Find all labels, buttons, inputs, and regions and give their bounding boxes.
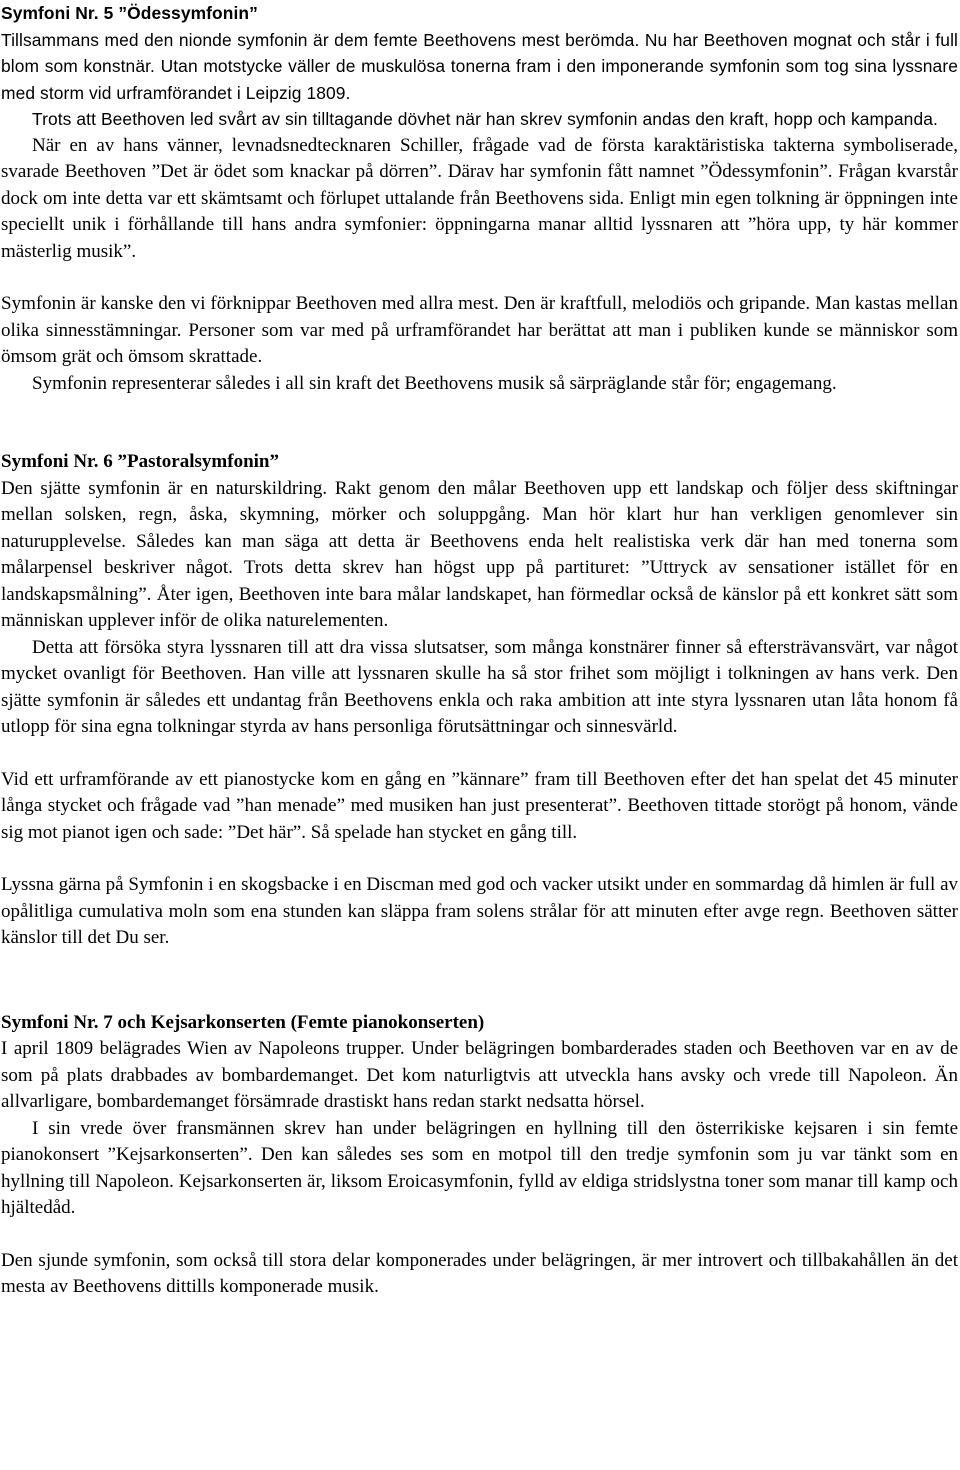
paragraph: Den sjunde symfonin, som också till stora delar komponerades under belägringen, är mer introvert och tillbakahållen än det mesta av Beethovens dittills komponerade musik.: [1, 1249, 958, 1297]
paragraph: Trots att Beethoven led svårt av sin tilltagande dövhet när han skrev symfonin andas den kraft, hopp och kampanda.: [32, 109, 938, 129]
section-title: Symfoni Nr. 5 ”Ödessymfonin”: [1, 3, 258, 23]
paragraph: Lyssna gärna på Symfonin i en skogsbacke i en Discman med god och vacker utsikt under en sommardag då himlen är full av opålitliga cumulativa moln som ena stunden kan släppa fram solens strålar för att minuten efter avge regn. Beethoven sätter känslor till det Du ser.: [1, 874, 958, 948]
section-title: Symfoni Nr. 7 och Kejsarkonserten (Femte pianokonserten): [1, 1011, 485, 1033]
paragraph: Symfonin är kanske den vi förknippar Beethoven med allra mest. Den är kraftfull, melodiös och gripande. Man kastas mellan olika sinnesstämningar. Personer som var med på urframförandet har berättat att man i publiken kunde se människor som ömsom grät och ömsom skrattade.: [1, 293, 958, 367]
paragraph: Tillsammans med den nionde symfonin är dem femte Beethovens mest berömda. Nu har Beethoven mognat och står i full blom som konstnär. Utan motstycke väller de muskulösa tonerna fram i den imponerande symfonin som tog sina lyssnare med storm vid urframförandet i Leipzig 1809.: [1, 29, 958, 103]
section-title: Symfoni Nr. 6 ”Pastoralsymfonin”: [1, 451, 279, 472]
paragraph: Den sjätte symfonin är en naturskildring. Rakt genom den målar Beethoven upp ett landskap och följer dess skiftningar mellan solsken, regn, åska, skymning, mörker och soluppgång. Man hör klart hur han verkligen genomlever sin naturupplevelse. Således kan man säga att detta är Beethovens enda helt realistiska verk där han med tonerna som målarpensel beskriver något. Trots detta skrev han högst upp på partituret: ”Uttryck av sensationer istället för en landskapsmålning”. Åter igen, Beethoven inte bara målar landskapet, han förmedlar också de känslor på ett konkret sätt som människan upplever inför de olika naturelementen.: [1, 477, 958, 631]
paragraph: Symfonin representerar således i all sin kraft det Beethovens musik så särpräglande står för; engagemang.: [32, 372, 837, 394]
paragraph: I sin vrede över fransmännen skrev han under belägringen en hyllning till den österrikiske kejsaren i sin femte pianokonsert ”Kejsarkonserten”. Den kan således ses som en motpol till den tredje symfonin som ju var tänkt som en hyllning till Napoleon. Kejsarkonserten är, liksom Eroicasymfonin, fylld av eldiga stridslystna toner som manar till kamp och hjältedåd.: [1, 1117, 958, 1218]
paragraph: När en av hans vänner, levnadsnedtecknaren Schiller, frågade vad de första karaktäristiska takterna symboliserade, svarade Beethoven ”Det är ödet som knackar på dörren”. Därav har symfonin fått namnet ”Ödessymfonin”. Frågan kvarstår dock om inte detta var ett skämtsamt och förlupet uttalande från Beethovens sida. Enligt min egen tolkning är öppningen inte speciellt unik i förhållande till hans andra symfonier: öppningarna manar alltid lyssnaren att ”höra upp, ty här kommer mästerlig musik”.: [1, 134, 958, 262]
section-symphony-7: [1, 1010, 958, 1301]
section-symphony-6: [1, 449, 958, 952]
paragraph: I april 1809 belägrades Wien av Napoleons trupper. Under belägringen bombarderades staden och Beethoven var en av de som på plats drabbades av bombardemanget. Det kom naturligtvis att utveckla hans avsky och vrede till Napoleon. Än allvarligare, bombardemanget försämrade drastiskt hans redan starkt nedsatta hörsel.: [1, 1038, 958, 1112]
paragraph: Vid ett urframförande av ett pianostycke kom en gång en ”kännare” fram till Beethoven efter det han spelat det 45 minuter långa stycket och frågade vad ”han menade” med musiken han just presenterat”. Beethoven tittade storögt på honom, vände sig mot pianot igen och sade: ”Det här”. Så spelade han stycket en gång till.: [1, 768, 958, 843]
section-symphony-5: [1, 0, 958, 397]
paragraph: Detta att försöka styra lyssnaren till att dra vissa slutsatser, som många konstnärer finner så eftersträvansvärt, var något mycket ovanligt för Beethoven. Han ville att lyssnaren skulle ha så stor frihet som möjligt i tolkningen av hans verk. Den sjätte symfonin är således ett undantag från Beethovens enkla och raka ambition att inte styra lyssnaren utan låta honom få utlopp för sina egna tolkningar styrda av hans personliga förutsättningar och sinnesvärld.: [1, 636, 958, 737]
